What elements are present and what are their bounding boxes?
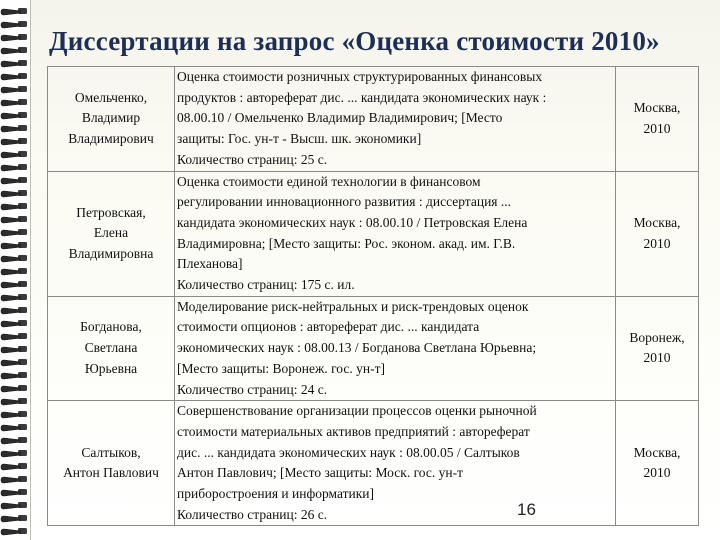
description-line: экономических наук : 08.00.13 / Богданова Светлана Юрьевна;	[177, 340, 537, 356]
author-cell	[48, 401, 175, 526]
place-year-cell	[616, 67, 699, 172]
spiral-ring	[1, 151, 27, 158]
description-line: регулировании инновационного развития : диссертация ...	[177, 194, 511, 210]
spiral-ring	[1, 294, 27, 301]
notebook-spiral-binding	[0, 0, 30, 540]
spiral-ring	[1, 125, 27, 132]
description-line: Владимировна; [Место защиты: Рос. эконом. акад. им. Г.В.	[177, 235, 516, 251]
spiral-ring	[1, 255, 27, 262]
description-line: стоимости опционов : автореферат дис. ... кандидата	[177, 319, 480, 335]
place-year-cell	[616, 171, 699, 296]
description-line: Антон Павлович; [Место защиты: Моск. гос. ун-т	[177, 465, 463, 481]
spiral-ring	[1, 177, 27, 184]
author-cell	[48, 296, 175, 401]
spiral-ring	[1, 515, 27, 522]
spiral-ring	[1, 268, 27, 275]
spiral-ring	[1, 8, 27, 15]
spiral-ring	[1, 398, 27, 405]
spiral-ring	[1, 242, 27, 249]
spiral-ring	[1, 385, 27, 392]
spiral-ring	[1, 333, 27, 340]
description-line: дис. ... кандидата экономических наук : 08.00.05 / Салтыков	[177, 444, 520, 460]
description-line: Оценка стоимости единой технологии в финансовом	[177, 173, 481, 189]
spiral-ring	[1, 229, 27, 236]
author-line: Богданова,	[80, 319, 142, 335]
place-line: Москва,	[633, 100, 681, 116]
description-line: Совершенствование организации процессов оценки рыночной	[177, 403, 537, 419]
spiral-ring	[1, 476, 27, 483]
table-row	[48, 296, 699, 401]
page-number: 16	[517, 500, 536, 519]
spiral-ring	[1, 216, 27, 223]
spiral-ring	[1, 489, 27, 496]
spiral-ring	[1, 86, 27, 93]
place-line: Москва,	[633, 214, 681, 230]
place-year-cell	[616, 296, 699, 401]
spiral-ring	[1, 528, 27, 535]
year-line: 2010	[643, 235, 671, 251]
description-line: Моделирование риск-нейтральных и риск-трендовых оценок	[177, 298, 529, 314]
description-cell	[175, 67, 616, 172]
page-title: Диссертации на запрос «Оценка стоимости 2010»	[49, 26, 660, 56]
spiral-ring	[1, 112, 27, 119]
description-line: Количество страниц: 175 с. ил.	[177, 277, 355, 293]
spiral-ring	[1, 21, 27, 28]
author-line: Юрьевна	[84, 360, 138, 376]
year-line: 2010	[643, 120, 671, 136]
table-row	[48, 67, 699, 172]
spiral-ring	[1, 60, 27, 67]
author-line: Антон Павлович	[63, 465, 159, 481]
place-year-cell	[616, 401, 699, 526]
author-line: Владимир	[81, 110, 141, 126]
author-line: Салтыков,	[81, 444, 141, 460]
dissertations-table	[47, 66, 699, 526]
description-line: Количество страниц: 25 с.	[177, 151, 328, 167]
year-line: 2010	[643, 465, 671, 481]
description-cell	[175, 171, 616, 296]
spiral-ring	[1, 73, 27, 80]
description-line: Количество страниц: 24 с.	[177, 381, 328, 397]
description-line: кандидата экономических наук : 08.00.10 / Петровская Елена	[177, 214, 528, 230]
author-line: Петровская,	[76, 204, 146, 220]
place-line: Москва,	[633, 444, 681, 460]
spiral-ring	[1, 34, 27, 41]
spiral-ring	[1, 424, 27, 431]
spiral-ring	[1, 346, 27, 353]
description-line: [Место защиты: Воронеж. гос. ун-т]	[177, 360, 385, 376]
spiral-ring	[1, 437, 27, 444]
spiral-ring	[1, 502, 27, 509]
spiral-ring	[1, 411, 27, 418]
description-line: Количество страниц: 26 с.	[177, 506, 328, 522]
author-line: Владимировна	[68, 245, 154, 261]
table-row	[48, 171, 699, 296]
place-line: Воронеж,	[629, 329, 685, 345]
spiral-ring	[1, 99, 27, 106]
spiral-ring	[1, 320, 27, 327]
author-cell	[48, 67, 175, 172]
slide-page	[30, 0, 720, 540]
spiral-ring	[1, 372, 27, 379]
table-row	[48, 401, 699, 526]
author-line: Елена	[93, 225, 129, 241]
description-line: продуктов : автореферат дис. ... кандидата экономических наук :	[177, 89, 547, 105]
spiral-ring	[1, 138, 27, 145]
spiral-ring	[1, 450, 27, 457]
spiral-ring	[1, 307, 27, 314]
spiral-ring	[1, 190, 27, 197]
description-line: 08.00.10 / Омельченко Владимир Владимирович; [Место	[177, 110, 503, 126]
spiral-ring	[1, 281, 27, 288]
spiral-ring	[1, 463, 27, 470]
description-line: Оценка стоимости розничных структурированных финансовых	[177, 69, 543, 84]
description-cell	[175, 296, 616, 401]
description-cell	[175, 401, 616, 526]
author-line: Владимирович	[68, 131, 154, 147]
spiral-ring	[1, 47, 27, 54]
spiral-ring	[1, 164, 27, 171]
description-line: стоимости материальных активов предприятий : автореферат	[177, 423, 530, 439]
spiral-ring	[1, 359, 27, 366]
author-line: Омельченко,	[74, 89, 148, 105]
author-cell	[48, 171, 175, 296]
description-line: приборостроения и информатики]	[177, 486, 374, 502]
description-line: Плеханова]	[177, 256, 243, 272]
description-line: защиты: Гос. ун-т - Высш. шк. экономики]	[177, 131, 422, 147]
author-line: Светлана	[84, 340, 138, 356]
year-line: 2010	[643, 350, 671, 366]
spiral-ring	[1, 203, 27, 210]
